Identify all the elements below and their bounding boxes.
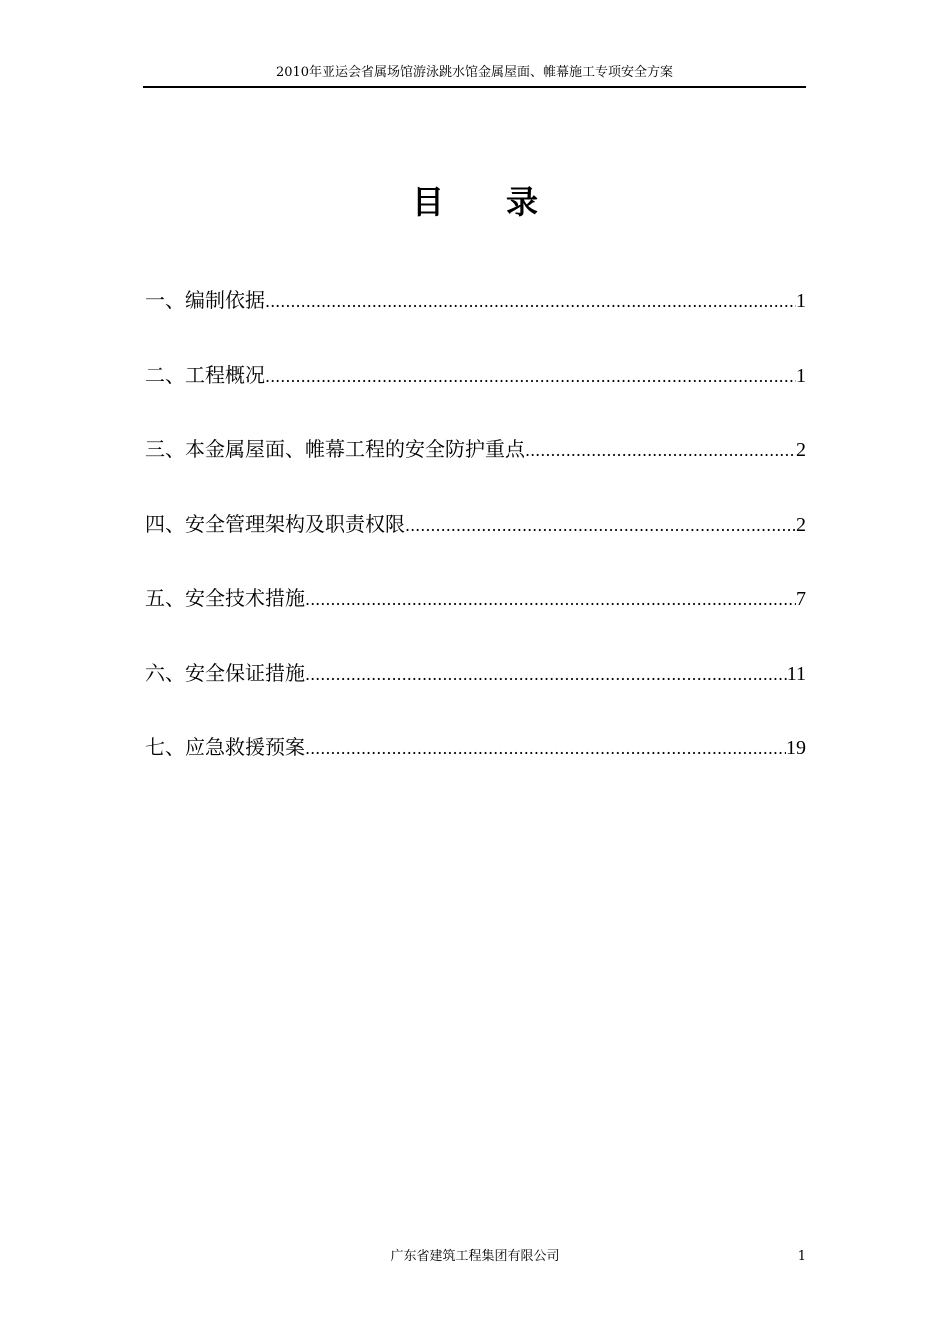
toc-dot-leader [265,363,796,391]
toc-dot-leader [525,437,796,465]
toc-entry-text: 二、工程概况 [145,362,265,387]
toc-entry-text: 四、安全管理架构及职责权限 [145,511,405,536]
toc-entry-page: 11 [786,662,806,685]
toc-entry-page: 7 [796,588,806,610]
toc-entry-text: 一、编制依据 [145,288,265,312]
toc-dot-leader [405,512,796,540]
toc-list [145,286,806,808]
header-divider [143,86,806,88]
toc-entry[interactable] [145,659,806,734]
toc-entry-page: 1 [796,364,806,387]
toc-dot-leader [305,661,787,689]
toc-entry[interactable] [145,361,806,436]
toc-entry-page: 2 [796,513,806,536]
toc-entry[interactable] [145,510,806,585]
toc-dot-leader [305,586,796,614]
footer-company-name: 广东省建筑工程集团有限公司 [390,1249,560,1264]
toc-entry[interactable] [145,733,806,808]
toc-entry[interactable] [145,584,806,659]
toc-entry-page: 2 [796,439,806,461]
toc-entry-page: 1 [796,290,806,312]
toc-title: 目录 [411,183,600,221]
page-header-title: 2010年亚运会省属场馆游泳跳水馆金属屋面、帷幕施工专项安全方案 [275,65,674,80]
toc-entry-text: 三、本金属屋面、帷幕工程的安全防护重点 [145,437,525,461]
toc-dot-leader [265,288,796,316]
toc-entry-page: 19 [786,737,806,759]
toc-entry-text: 七、应急救援预案 [145,735,305,759]
toc-entry-text: 五、安全技术措施 [145,586,305,610]
footer-page-number: 1 [797,1249,806,1264]
toc-dot-leader [305,735,786,763]
toc-entry[interactable] [145,286,806,361]
toc-entry-text: 六、安全保证措施 [145,660,305,685]
toc-entry[interactable] [145,435,806,510]
